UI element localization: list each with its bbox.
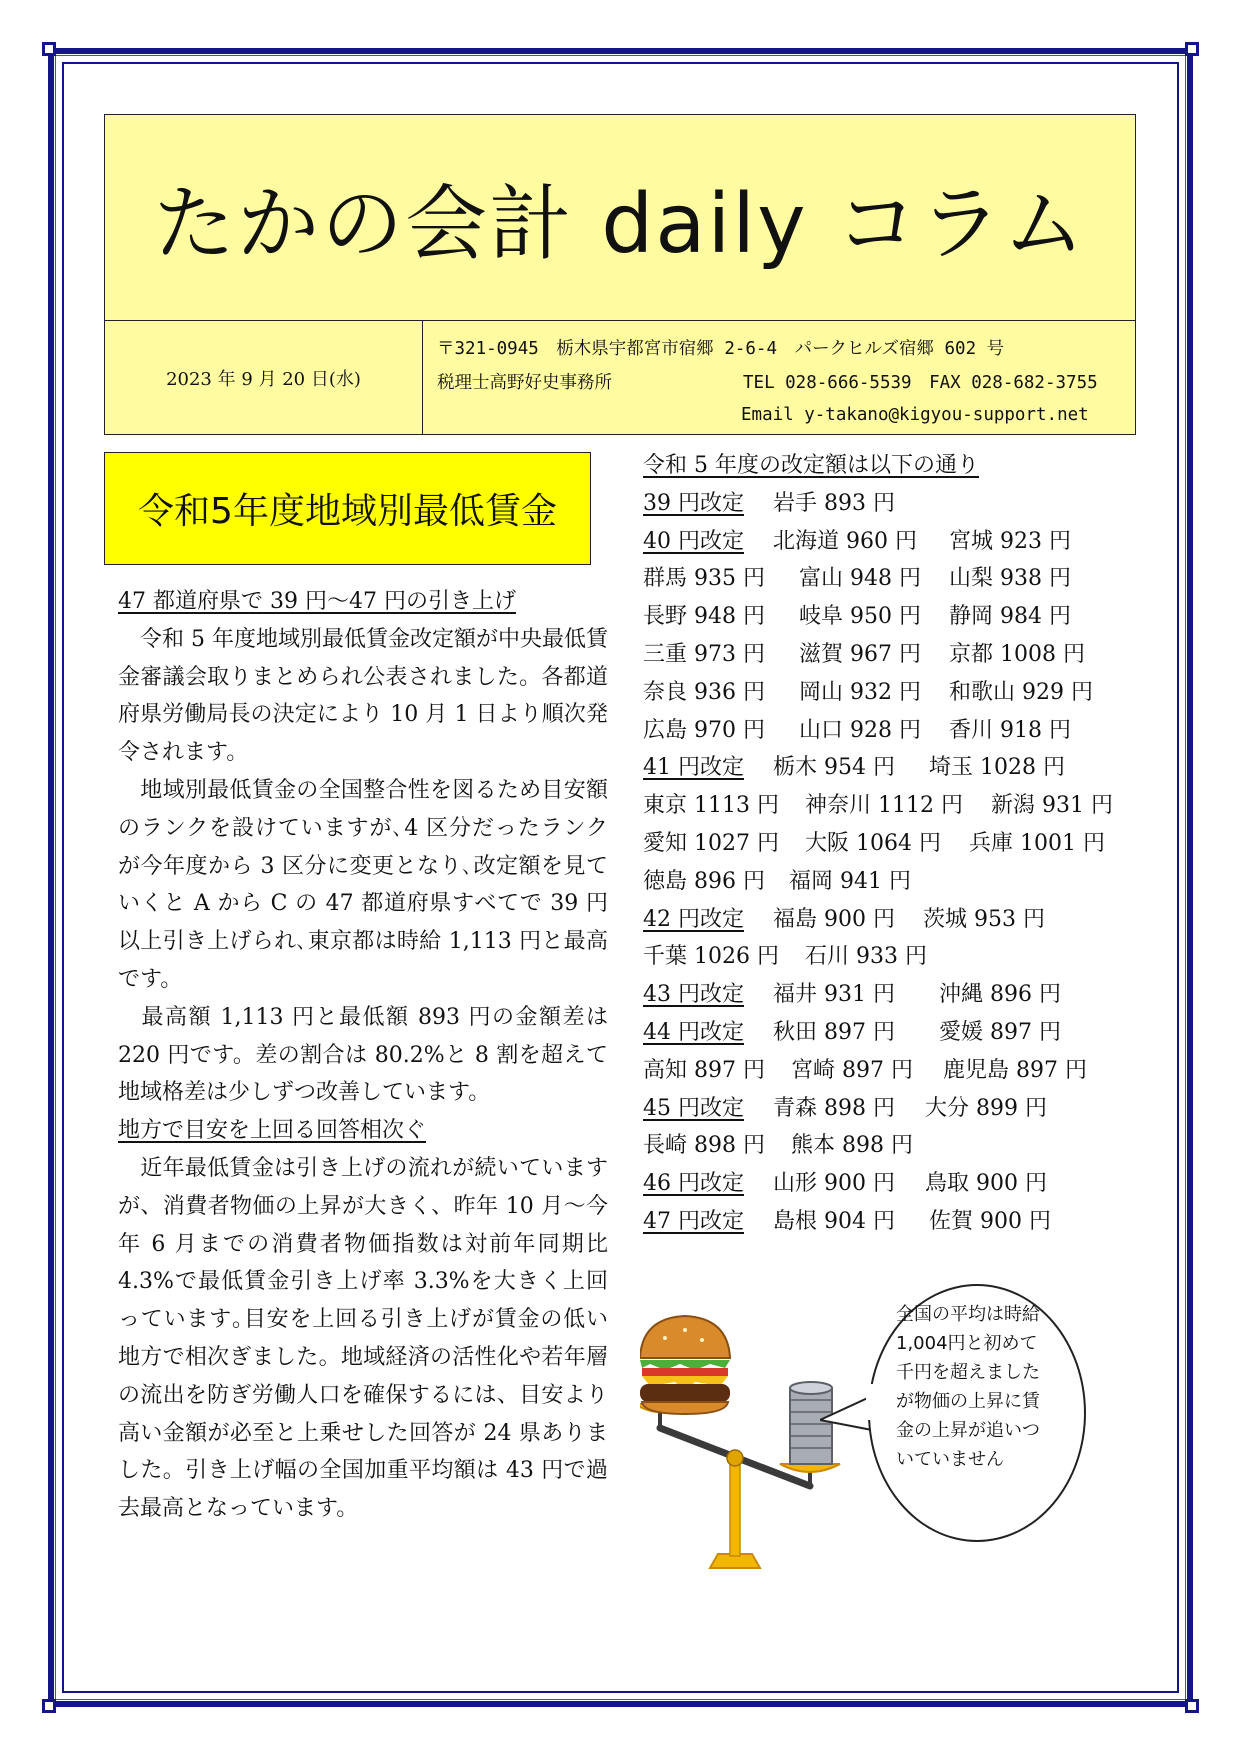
wage-entry: 神奈川 1112 円 bbox=[805, 793, 963, 819]
wage-entry: 広島 970 円 bbox=[643, 717, 765, 743]
wage-entry: 宮城 923 円 bbox=[949, 528, 1071, 554]
wage-entry: 岡山 932 円 bbox=[799, 679, 921, 705]
list-item bbox=[643, 1014, 1143, 1052]
article-heading-1: 47 都道府県で 39 円～47 円の引き上げ bbox=[118, 589, 516, 614]
wage-entry: 北海道 960 円 bbox=[773, 528, 917, 554]
increase-label: 40 円改定 bbox=[643, 528, 744, 554]
speech-bubble-text bbox=[896, 1300, 1076, 1474]
wage-entry: 東京 1113 円 bbox=[643, 793, 779, 819]
bubble-line: 1,004円と初めて bbox=[896, 1333, 1038, 1354]
wage-entry: 沖縄 896 円 bbox=[939, 982, 1061, 1008]
newsletter-header bbox=[104, 114, 1136, 435]
wage-entry: 千葉 1026 円 bbox=[643, 944, 779, 970]
wage-entry: 熊本 898 円 bbox=[791, 1133, 913, 1159]
list-item bbox=[643, 636, 1143, 674]
list-item bbox=[643, 712, 1143, 750]
issue-date: 2023 年 9 月 20 日(水) bbox=[105, 321, 423, 434]
wage-entry: 兵庫 1001 円 bbox=[969, 830, 1105, 856]
list-item bbox=[643, 598, 1143, 636]
list-item bbox=[643, 485, 1143, 523]
wage-list bbox=[643, 447, 1143, 1241]
increase-label: 46 円改定 bbox=[643, 1171, 744, 1197]
phone-fax: TEL 028-666-5539 FAX 028-682-3755 bbox=[743, 373, 1098, 393]
contact-block bbox=[423, 321, 1135, 434]
bubble-line: 全国の平均は時給 bbox=[896, 1304, 1040, 1325]
wage-entry: 京都 1008 円 bbox=[949, 641, 1085, 667]
list-item bbox=[643, 863, 1143, 901]
wage-entry: 石川 933 円 bbox=[805, 944, 927, 970]
wage-entry: 鹿児島 897 円 bbox=[943, 1057, 1087, 1083]
email-address: Email y-takano@kigyou-support.net bbox=[741, 405, 1089, 425]
list-item bbox=[643, 560, 1143, 598]
wage-entry: 山口 928 円 bbox=[799, 717, 921, 743]
list-item bbox=[643, 825, 1143, 863]
wage-entry: 長野 948 円 bbox=[643, 604, 765, 630]
wage-entry: 宮崎 897 円 bbox=[791, 1057, 913, 1083]
wage-entry: 静岡 984 円 bbox=[949, 604, 1071, 630]
wage-entry: 福岡 941 円 bbox=[789, 868, 911, 894]
wage-entry: 愛媛 897 円 bbox=[939, 1019, 1061, 1045]
list-item bbox=[643, 749, 1143, 787]
wage-entry: 群馬 935 円 bbox=[643, 566, 765, 592]
wage-entry: 埼玉 1028 円 bbox=[929, 755, 1065, 781]
article-paragraph-3: 最高額 1,113 円と最低額 893 円の金額差は 220 円です。差の割合は 80.2%と 8 割を超えて地域格差は少しずつ改善しています。 bbox=[118, 1004, 608, 1106]
wage-entry: 島根 904 円 bbox=[773, 1208, 895, 1234]
list-item bbox=[643, 523, 1143, 561]
corner-ornament bbox=[1185, 1699, 1199, 1713]
wage-entry: 和歌山 929 円 bbox=[949, 679, 1093, 705]
wage-entry: 青森 898 円 bbox=[773, 1095, 895, 1121]
wage-entry: 高知 897 円 bbox=[643, 1057, 765, 1083]
list-item bbox=[643, 1052, 1143, 1090]
office-row bbox=[437, 369, 1098, 394]
increase-label: 45 円改定 bbox=[643, 1095, 744, 1121]
article-body bbox=[118, 583, 608, 1528]
bubble-line: 金の上昇が追いつ bbox=[896, 1420, 1040, 1441]
list-intro-row bbox=[643, 447, 1143, 485]
bubble-line: 千円を超えました bbox=[896, 1362, 1040, 1383]
increase-label: 44 円改定 bbox=[643, 1019, 744, 1045]
article-paragraph-1: 令和 5 年度地域別最低賃金改定額が中央最低賃金審議会取りまとめられ公表されました。各都道府県労働局長の決定により 10 月 1 日より順次発令されます。 bbox=[118, 626, 608, 766]
wage-entry: 福井 931 円 bbox=[773, 982, 895, 1008]
increase-label: 39 円改定 bbox=[643, 490, 744, 516]
article-heading-2: 地方で目安を上回る回答相次ぐ bbox=[118, 1118, 427, 1144]
list-item bbox=[643, 1090, 1143, 1128]
bubble-line: いていません bbox=[896, 1449, 1004, 1470]
title-box bbox=[105, 115, 1135, 321]
list-intro: 令和 5 年度の改定額は以下の通り bbox=[643, 453, 979, 478]
wage-entry: 滋賀 967 円 bbox=[799, 641, 921, 667]
hamburger-icon bbox=[640, 1316, 730, 1414]
wage-entry: 新潟 931 円 bbox=[991, 793, 1113, 819]
increase-label: 47 円改定 bbox=[643, 1208, 744, 1234]
article-paragraph-2: 地域別最低賃金の全国整合性を図るため目安額のランクを設けていますが､4 区分だったランクが今年度から 3 区分に変更となり､改定額を見ていくと A から C の 47 都道府県すべてで 39 円以上引き上げられ､東京都は時給 1,113 円と最高です。 bbox=[118, 777, 608, 992]
list-item bbox=[643, 901, 1143, 939]
wage-entry: 富山 948 円 bbox=[799, 566, 921, 592]
list-item bbox=[643, 938, 1143, 976]
wage-entry: 徳島 896 円 bbox=[643, 868, 765, 894]
wage-entry: 三重 973 円 bbox=[643, 641, 765, 667]
list-item bbox=[643, 1127, 1143, 1165]
list-item bbox=[643, 787, 1143, 825]
increase-label: 41 円改定 bbox=[643, 755, 744, 781]
wage-entry: 茨城 953 円 bbox=[923, 906, 1045, 932]
wage-entry: 大分 899 円 bbox=[925, 1095, 1047, 1121]
corner-ornament bbox=[42, 1699, 56, 1713]
wage-entry: 鳥取 900 円 bbox=[925, 1171, 1047, 1197]
wage-entry: 岩手 893 円 bbox=[773, 490, 895, 516]
wage-entry: 愛知 1027 円 bbox=[643, 830, 779, 856]
newsletter-title: たかの会計 daily コラム bbox=[153, 177, 1087, 272]
increase-label: 42 円改定 bbox=[643, 906, 744, 932]
bubble-tail-joint bbox=[866, 1384, 876, 1420]
wage-entry: 福島 900 円 bbox=[773, 906, 895, 932]
wage-entry: 佐賀 900 円 bbox=[929, 1208, 1051, 1234]
wage-entry: 栃木 954 円 bbox=[773, 755, 895, 781]
corner-ornament bbox=[42, 42, 56, 56]
list-item bbox=[643, 976, 1143, 1014]
wage-entry: 山梨 938 円 bbox=[949, 566, 1071, 592]
bubble-line: が物価の上昇に賃 bbox=[896, 1391, 1040, 1412]
wage-entry: 岐阜 950 円 bbox=[799, 604, 921, 630]
corner-ornament bbox=[1185, 42, 1199, 56]
office-address: 〒321-0945 栃木県宇都宮市宿郷 2-6-4 パークヒルズ宿郷 602 号 bbox=[437, 339, 1005, 359]
increase-label: 43 円改定 bbox=[643, 982, 744, 1008]
wage-entry: 長崎 898 円 bbox=[643, 1133, 765, 1159]
list-item bbox=[643, 1203, 1143, 1241]
wage-entry: 秋田 897 円 bbox=[773, 1019, 895, 1045]
section-title-badge: 令和5年度地域別最低賃金 bbox=[104, 452, 591, 565]
wage-entry: 大阪 1064 円 bbox=[805, 830, 941, 856]
office-name: 税理士高野好史事務所 bbox=[437, 373, 612, 393]
wage-entry: 香川 918 円 bbox=[949, 717, 1071, 743]
wage-entry: 山形 900 円 bbox=[773, 1171, 895, 1197]
wage-entry: 奈良 936 円 bbox=[643, 679, 765, 705]
list-item bbox=[643, 1165, 1143, 1203]
article-paragraph-4: 近年最低賃金は引き上げの流れが続いていますが、消費者物価の上昇が大きく、昨年 10 月～今年 6 月までの消費者物価指数は対前年同期比 4.3%で最低賃金引き上げ率 3.3%を大きく上回っています｡目安を上回る引き上げが賃金の低い地方で相次ぎました。地域経済の活性化や若年層の流出を防ぎ労働人口を確保するには、目安より高い金額が必至と上乗せした回答が 24 県ありました。引き上げ幅の全国加重平均額は 43 円で過去最高となっています。 bbox=[118, 1155, 608, 1522]
list-item bbox=[643, 674, 1143, 712]
